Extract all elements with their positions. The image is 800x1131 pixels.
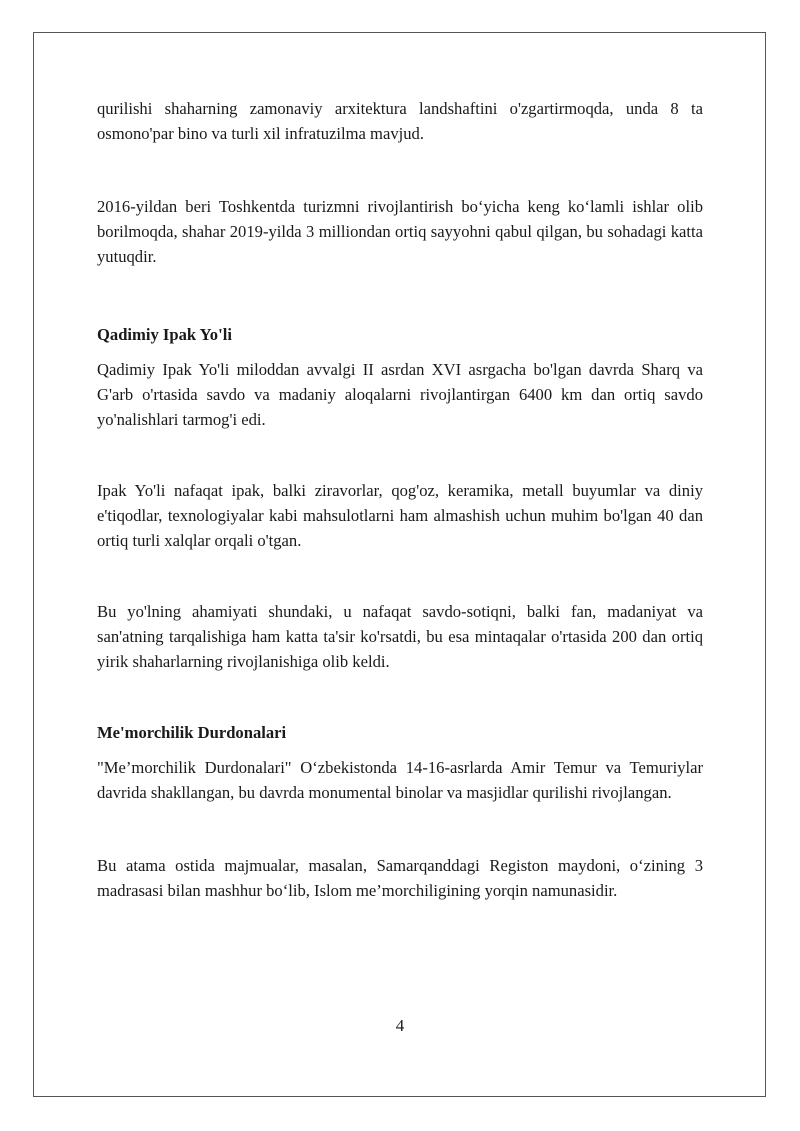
section-heading-architecture: Me'morchilik Durdonalari (97, 723, 287, 742)
paragraph-skyscrapers: qurilishi shaharning zamonaviy arxitektura landshaftini o'zgartirmoqda, unda 8 ta osmono'par bino va turli xil infratuzilma mavjud. (97, 99, 703, 143)
paragraph-registan: Bu atama ostida majmualar, masalan, Samarqanddagi Registon maydoni, o‘zining 3 madrasasi bilan mashhur bo‘lib, Islom me’morchiligining yorqin namunasidir. (97, 856, 703, 900)
heading-spacer (97, 347, 703, 357)
paragraph-spacer (97, 432, 703, 478)
paragraph-spacer (97, 805, 703, 853)
paragraph-tourism: 2016-yildan beri Toshkentda turizmni rivojlantirish bo‘yicha keng ko‘lamli ishlar olib borilmoqda, shahar 2019-yilda 3 milliondan ortiq sayyohni qabul qilgan, bu sohadagi katta yutuqdir. (97, 197, 703, 266)
paragraph-silk-road-intro: Qadimiy Ipak Yo'li miloddan avvalgi II asrdan XVI asrgacha bo'lgan davrda Sharq va G'arb o'rtasida savdo va madaniy aloqalarni rivojlantirgan 6400 km dan ortiq savdo yo'nalishlari tarmog'i edi. (97, 360, 703, 429)
paragraph-spacer (97, 269, 703, 322)
paragraph-silk-road-goods: Ipak Yo'li nafaqat ipak, balki ziravorlar, qog'oz, keramika, metall buyumlar va diniy e'tiqodlar, texnologiyalar kabi mahsulotlarni ham almashish uchun muhim bo'lgan 40 dan ortiq turli xalqlar orqali o'tgan. (97, 481, 703, 550)
paragraph-spacer (97, 674, 703, 720)
section-heading-silk-road: Qadimiy Ipak Yo'li (97, 325, 232, 344)
paragraph-silk-road-significance: Bu yo'lning ahamiyati shundaki, u nafaqat savdo-sotiqni, balki fan, madaniyat va san'atning tarqalishiga ham katta ta'sir ko'rsatdi, bu esa mintaqalar o'rtasida 200 dan ortiq yirik shaharlarning rivojlanishiga olib keldi. (97, 602, 703, 671)
page-number: 4 (395, 1016, 405, 1035)
heading-spacer (97, 745, 703, 755)
page-content (97, 96, 703, 903)
paragraph-spacer (97, 553, 703, 599)
paragraph-architecture-intro: "Me’morchilik Durdonalari" O‘zbekistonda 14-16-asrlarda Amir Temur va Temuriylar davrida shakllangan, bu davrda monumental binolar va masjidlar qurilishi rivojlangan. (97, 758, 703, 802)
paragraph-spacer (97, 146, 703, 194)
